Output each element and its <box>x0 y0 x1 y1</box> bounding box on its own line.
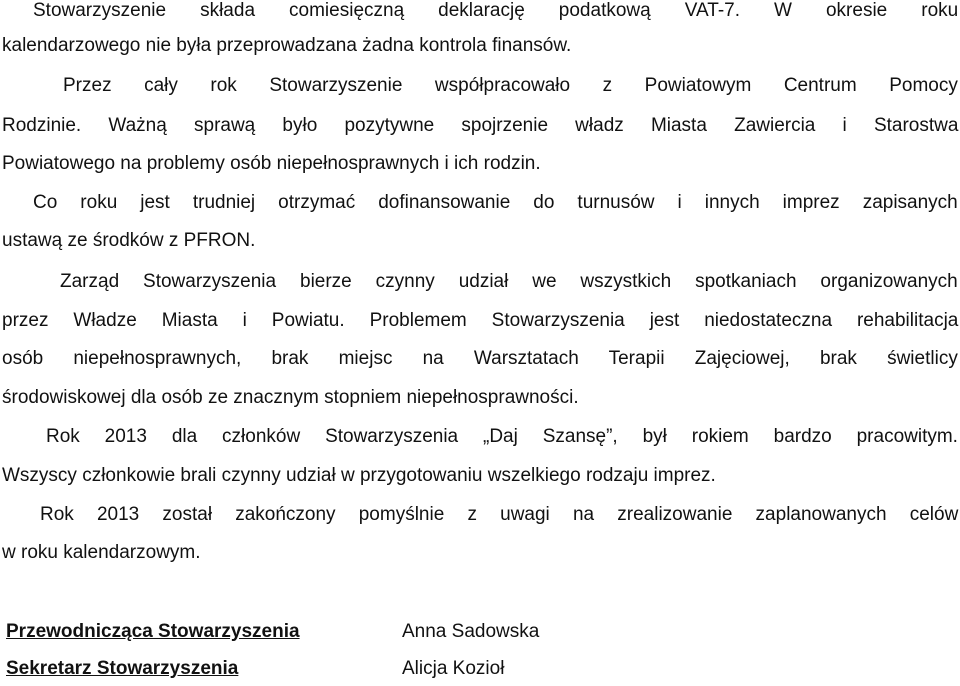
report-line-12: Rok 2013 dla członków Stowarzyszenia „Daj Szansę”, był rokiem bardzo pracowitym. <box>46 426 958 447</box>
report-line-2: kalendarzowego nie była przeprowadzana żadna kontrola finansów. <box>2 35 572 56</box>
secretary-name: Alicja Kozioł <box>402 658 505 679</box>
report-line-3: Przez cały rok Stowarzyszenie współpracowało z Powiatowym Centrum Pomocy <box>63 75 958 96</box>
report-line-9: przez Władze Miasta i Powiatu. Problemem Stowarzyszenia jest niedostateczna rehabilitacja <box>2 310 959 331</box>
report-line-8: Zarząd Stowarzyszenia bierze czynny udział we wszystkich spotkaniach organizowanych <box>60 271 958 292</box>
secretary-title: Sekretarz Stowarzyszenia <box>6 658 239 679</box>
report-line-15: w roku kalendarzowym. <box>2 542 201 563</box>
report-line-1: Stowarzyszenie składa comiesięczną deklarację podatkową VAT-7. W okresie roku <box>33 0 959 21</box>
report-line-4: Rodzinie. Ważną sprawą było pozytywne spojrzenie władz Miasta Zawiercia i Starostwa <box>2 115 959 136</box>
report-line-14: Rok 2013 został zakończony pomyślnie z uwagi na zrealizowanie zaplanowanych celów <box>40 504 959 525</box>
report-line-10: osób niepełnosprawnych, brak miejsc na Warsztatach Terapii Zajęciowej, brak świetlicy <box>2 348 958 369</box>
report-line-11: środowiskowej dla osób ze znacznym stopniem niepełnosprawności. <box>2 387 579 408</box>
report-line-7: ustawą ze środków z PFRON. <box>2 230 256 251</box>
report-line-13: Wszyscy członkowie brali czynny udział w przygotowaniu wszelkiego rodzaju imprez. <box>2 465 716 486</box>
chair-title: Przewodnicząca Stowarzyszenia <box>6 621 300 642</box>
report-line-5: Powiatowego na problemy osób niepełnosprawnych i ich rodzin. <box>2 153 541 174</box>
chair-name: Anna Sadowska <box>402 621 540 642</box>
report-line-6: Co roku jest trudniej otrzymać dofinansowanie do turnusów i innych imprez zapisanych <box>33 192 958 213</box>
